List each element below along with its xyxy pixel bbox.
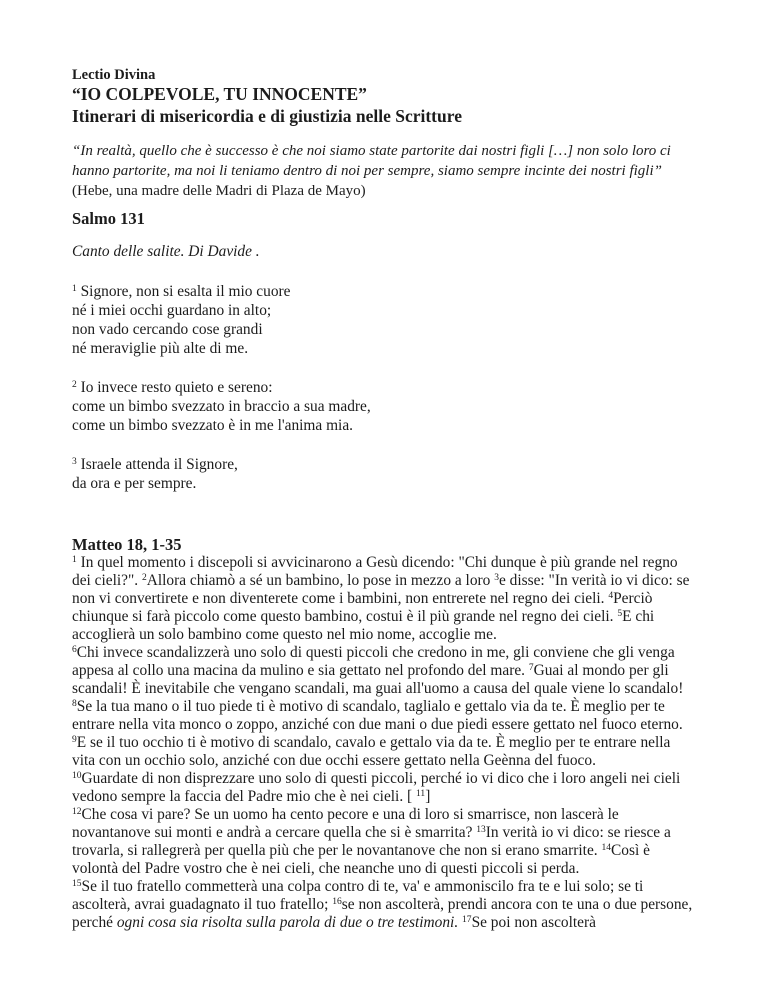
verse-number: 1: [72, 282, 77, 294]
verse-number: 4: [608, 589, 614, 601]
verse-number: 3: [494, 571, 499, 583]
gospel-paragraph: $^1$ In quel momento i discepoli si avvicinarono a Gesù dicendo: "Chi dunque è più grande nel regno dei cieli?". $^2$Allora chiamò a sé un bambino, lo pose in mezzo a loro $^3$e disse: "In verità io vi dico: se non vi convertirete e non diventerete come i bambini, non entrerete nel regno dei cieli. $^4$Perciò chiunque si farà piccolo come questo bambino, costui è il più grande nel regno dei cieli. $^5$E chi accoglierà un solo bambino come questo nel mio nome, accoglie me.: [72, 553, 690, 643]
verse-number: 5: [617, 607, 623, 619]
psalm-verse: $^3$ Israele attenda il Signore, da ora e per sempre.: [72, 455, 238, 492]
gospel-section: [72, 535, 696, 932]
verse-number: 10: [72, 769, 82, 781]
psalm-verses: [72, 282, 696, 493]
epigraph-attribution: (Hebe, una madre delle Madri di Plaza de Mayo): [72, 183, 366, 199]
document-title: “IO COLPEVOLE, TU INNOCENTE”: [72, 84, 367, 104]
verse-number: 9: [72, 733, 77, 745]
verse-number: 11: [416, 787, 426, 799]
verse-number: 16: [332, 895, 342, 907]
verse-number: 15: [72, 877, 82, 889]
gospel-paragraph: $^{12}$Che cosa vi pare? Se un uomo ha cento pecore e una di loro si smarrisce, non lascerà le novantanove sui monti e andrà a cercare quella che si è smarrita? $^{13}$In verità io vi dico: se riesce a trovarla, si rallegrerà per quella più che per le novantanove che non si erano smarrite. $^{14}$Così è volontà del Padre vostro che è nei cieli, che neanche uno di questi piccoli si perda.: [72, 805, 671, 877]
psalm-heading: Salmo 131: [72, 209, 145, 228]
gospel-text: [72, 554, 696, 932]
psalm-rubric: Canto delle salite. Di Davide .: [72, 243, 260, 260]
verse-number: 6: [72, 643, 77, 655]
emphasized-text: ogni cosa sia risolta sulla parola di due o tre testimoni.: [116, 914, 459, 931]
gospel-paragraph: $^8$Se la tua mano o il tuo piede ti è motivo di scandalo, taglialo e gettalo via da te. È meglio per te entrare nella vita monco o zoppo, anziché con due mani o due piedi essere gettato nel fuoco eterno.: [72, 697, 683, 733]
verse-number: 17: [462, 913, 472, 925]
psalm-verse: $^1$ Signore, non si esalta il mio cuore né i miei occhi guardano in alto; non vado cercando cose grandi né meraviglie più alte di me.: [72, 282, 291, 357]
verse-number: 12: [72, 805, 82, 817]
epigraph-quote: “In realtà, quello che è successo è che noi siamo state partorite dai nostri figli […] non solo loro ci hanno partorite, ma noi li teniamo dentro di noi per sempre, siamo sempre incinte dei nostri figli”: [72, 143, 671, 179]
gospel-paragraph: $^6$Chi invece scandalizzerà uno solo di questi piccoli che credono in me, gli conviene che gli venga appesa al collo una macina da mulino e sia gettato nel profondo del mare. $^7$Guai al mondo per gli scandali! È inevitabile che vengano scandali, ma guai all'uomo a causa del quale viene lo scandalo!: [72, 643, 684, 697]
gospel-paragraph: $^9$E se il tuo occhio ti è motivo di scandalo, cavalo e gettalo via da te. È meglio per te entrare nella vita con un occhio solo, anziché con due occhi essere gettato nella Geènna del fuoco.: [72, 733, 671, 769]
verse-number: 1: [72, 553, 77, 565]
gospel-paragraph: $^{15}$Se il tuo fratello commetterà una colpa contro di te, va' e ammoniscilo fra te e lui solo; se ti ascolterà, avrai guadagnato il tuo fratello; $^{16}$se non ascolterà, prendi ancora con te una o due persone, perché ogni cosa sia risolta sulla parola di due o tre testimoni. $^{17}$Se poi non ascolterà: [72, 877, 693, 931]
verse-number: 14: [601, 841, 611, 853]
verse-number: 7: [528, 661, 534, 673]
verse-number: 2: [141, 571, 147, 583]
psalm-verse: $^2$ Io invece resto quieto e sereno: come un bimbo svezzato in braccio a sua madre, come un bimbo svezzato è in me l'anima mia.: [72, 378, 371, 434]
document-header: [72, 66, 696, 127]
gospel-paragraph: $^{10}$Guardate di non disprezzare uno solo di questi piccoli, perché io vi dico che i loro angeli nei cieli vedono sempre la faccia del Padre mio che è nei cieli. [ $^{11}$]: [72, 769, 681, 805]
epigraph: [72, 141, 696, 201]
verse-number: 8: [72, 697, 77, 709]
gospel-heading: Matteo 18, 1-35: [72, 535, 182, 554]
verse-number: 13: [476, 823, 486, 835]
verse-number: 3: [72, 455, 77, 467]
document-subtitle: Itinerari di misericordia e di giustizia nelle Scritture: [72, 106, 462, 126]
series-label: Lectio Divina: [72, 67, 156, 83]
psalm-section: [72, 209, 696, 493]
verse-number: 2: [72, 378, 77, 390]
